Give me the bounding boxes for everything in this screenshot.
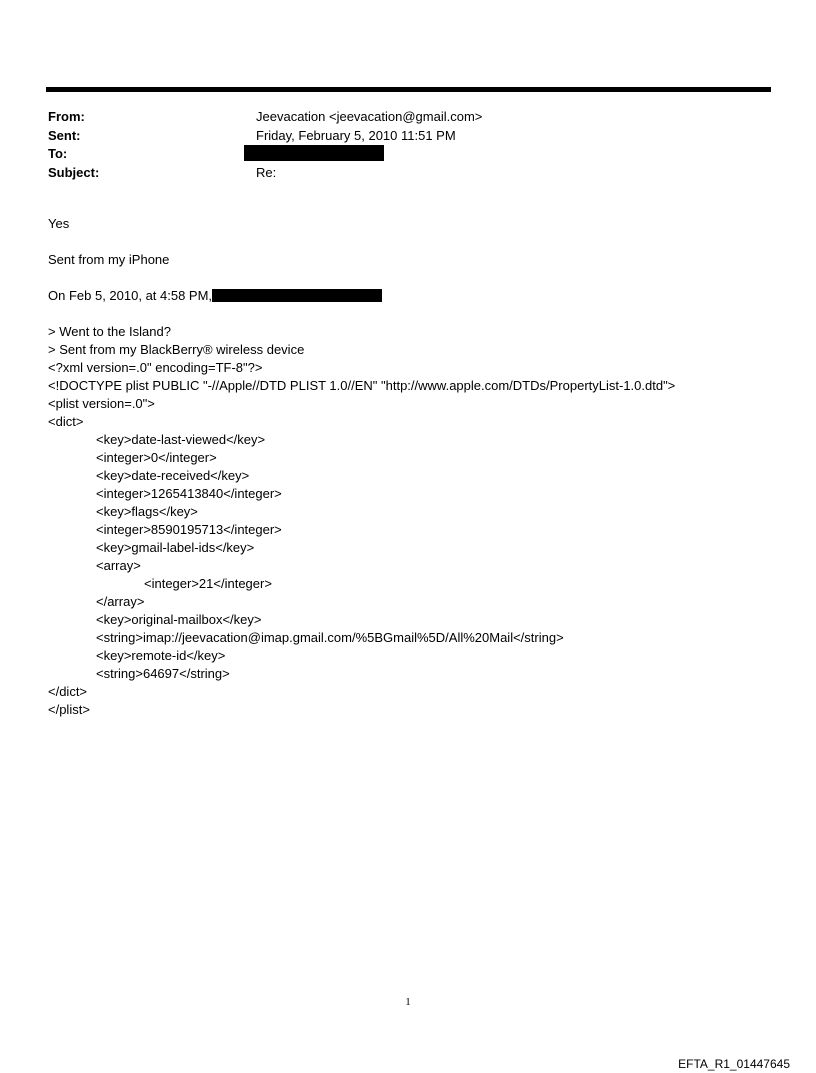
plist-line: <string>imap://jeevacation@imap.gmail.com/%5BGmail%5D/All%20Mail</string> xyxy=(96,630,564,645)
plist-line: <key>remote-id</key> xyxy=(96,648,226,663)
plist-line: </plist> xyxy=(48,702,90,717)
plist-line: <?xml version=.0" encoding=TF-8"?> xyxy=(48,360,263,375)
plist-line: <key>date-last-viewed</key> xyxy=(96,432,266,447)
plist-line: <key>date-received</key> xyxy=(96,468,250,483)
plist-line: <integer>1265413840</integer> xyxy=(96,486,282,501)
plist-line: <key>flags</key> xyxy=(96,504,198,519)
plist-line: <integer>0</integer> xyxy=(96,450,217,465)
quoted-line: > Sent from my BlackBerry® wireless device xyxy=(48,342,305,357)
plist-line: <string>64697</string> xyxy=(96,666,230,681)
plist-line: <key>gmail-label-ids</key> xyxy=(96,540,255,555)
plist-line: <plist version=.0"> xyxy=(48,396,155,411)
quoted-line: > Went to the Island? xyxy=(48,324,171,339)
signature-text: Sent from my iPhone xyxy=(48,252,170,267)
sent-row xyxy=(48,127,748,146)
from-row xyxy=(48,108,748,127)
to-label: To: xyxy=(48,146,68,161)
plist-line: <integer>8590195713</integer> xyxy=(96,522,282,537)
plist-line: <key>original-mailbox</key> xyxy=(96,612,262,627)
from-value: Jeevacation <jeevacation@gmail.com> xyxy=(256,109,483,124)
plist-block xyxy=(48,359,788,719)
subject-value: Re: xyxy=(256,164,277,180)
reply-text: Yes xyxy=(48,216,70,231)
document-id: EFTA_R1_01447645 xyxy=(678,1057,790,1071)
plist-line: <!DOCTYPE plist PUBLIC "-//Apple//DTD PLIST 1.0//EN" "http://www.apple.com/DTDs/PropertyList-1.0.dtd"> xyxy=(48,378,676,393)
quote-intro-text: On Feb 5, 2010, at 4:58 PM, xyxy=(48,288,213,303)
sent-label: Sent: xyxy=(48,127,81,143)
header-divider xyxy=(46,87,771,92)
plist-line: <integer>21</integer> xyxy=(144,576,272,591)
to-row xyxy=(48,145,748,164)
subject-row xyxy=(48,164,748,183)
redaction-bar xyxy=(244,145,384,161)
sent-value: Friday, February 5, 2010 11:51 PM xyxy=(256,127,456,143)
page-number: 1 xyxy=(405,996,411,1008)
redaction-bar xyxy=(212,289,382,302)
subject-label: Subject: xyxy=(48,164,100,180)
quote-intro-line xyxy=(48,287,788,305)
plist-line: </array> xyxy=(96,594,145,609)
plist-line: </dict> xyxy=(48,684,88,699)
from-label: From: xyxy=(48,109,85,124)
email-body xyxy=(48,215,788,719)
email-header xyxy=(48,108,748,182)
to-value xyxy=(256,145,748,164)
plist-line: <array> xyxy=(96,558,141,573)
plist-line: <dict> xyxy=(48,414,84,429)
